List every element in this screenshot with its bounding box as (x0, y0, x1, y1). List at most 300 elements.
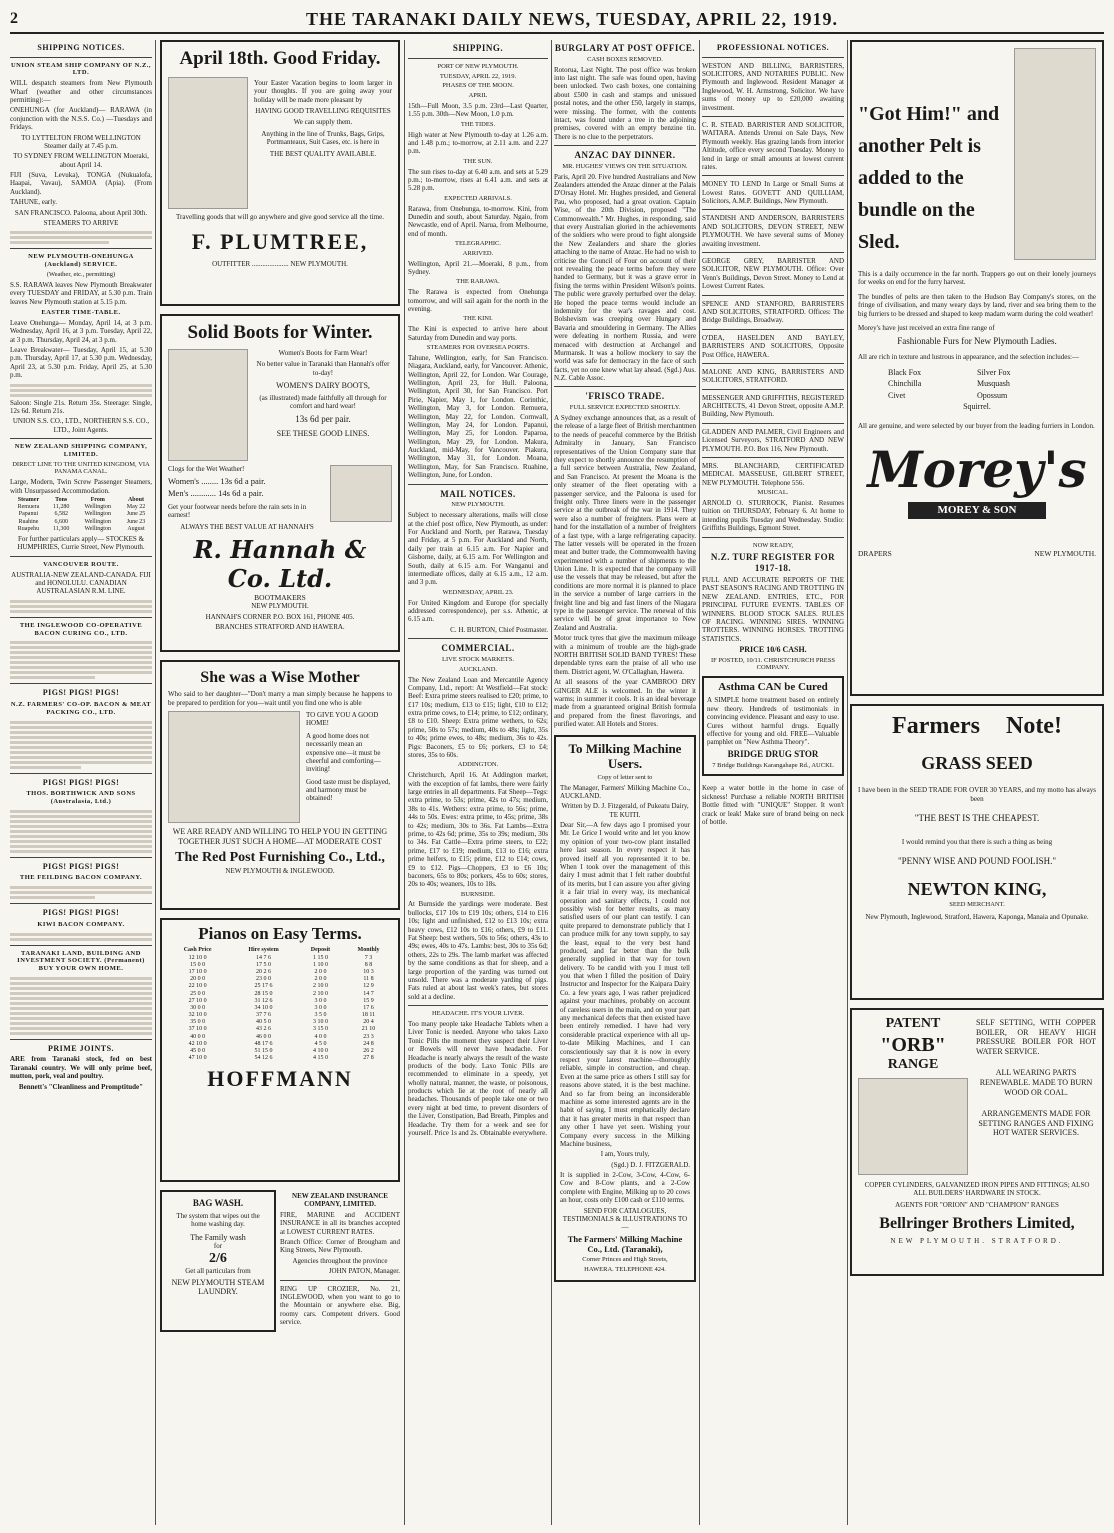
trapper-illustration (1014, 48, 1096, 260)
clog-illustration (330, 465, 392, 522)
notice-text: Keep a water bottle in the home in case of sickness! Purchase a reliable NORTH BRITISH Bottle fitted with "UNIQUE" Stopper. It won't crack or leak! Make sure of brand being on neck of bottle. (702, 784, 844, 826)
table-cell: 2 0 0 (314, 968, 327, 975)
news-text: At all seasons of the year CAMBROO DRY GINGER ALE is welcomed. In the winter it warms; in summer it cools. It is an ideal beverage made from a guaranteed original British formula and prepared from the finest flavorings, and purified water. All Hotels and Stores. (554, 678, 696, 729)
news-text: Rarawa, from Onehunga, to-morrow. Kini, from Dunedin and south, about Saturday. Ngaio, from Newcastle, end of April. Narua, from Melbourne, end of month. (408, 204, 548, 238)
news-text: High water at New Plymouth to-day at 1.26 a.m. and 1.48 p.m.; to-morrow, at 2.11 a.m. and 2.27 p.m. (408, 130, 548, 156)
notice-text: Bennett's "Cleanliness and Promptitude" (18, 1082, 144, 1091)
news-text: Tahune, Wellington, early, for San Francisco. Niagara, Auckland, early, for Vancouver. Athenic, Wellington, April 22, for London. War Courage, Wellington, April 23, for Hull. Paloona, Wellington, April 30, for San Francisco. Port Pirie, Napier, May 1, for London. Corinthic, Wellington, May 3, for London. Remuera, Wellington, May 22, for London. Cornwall, Wellington, May 24, for London. Papanui, Wellington, May 25, for London. Paparoa, Wellington, May 29, for London. Makura, Auckland, mid-May, for Vancouver. Piakura, Wellington, May 31, for London. Moana, Wellington, May, for San Francisco. Ruahine, Wellington, June, for London. (408, 353, 548, 480)
advert-text: Fashionable Furs for New Plymouth Ladies. (897, 336, 1057, 347)
advert-text: I am, Yours truly, (600, 1150, 650, 1159)
advert-text: The system that wipes out the home washing day. (176, 1211, 260, 1229)
advert-price: 2/6 (209, 1250, 227, 1266)
subheading: APRIL (468, 92, 488, 100)
steamer-table (10, 497, 152, 533)
subheading: AUCKLAND. (458, 665, 498, 673)
advert-text: Clogs for the Wet Weather! (168, 464, 245, 473)
table-cell: 22 10 0 (188, 983, 207, 990)
subheading: WEDNESDAY, APRIL 23. (442, 588, 514, 596)
news-text: Paris, April 20. Five hundred Australians and New Zealanders attended the Anzac dinner at the Palais D'Orsay Hotel. Mr. Hughes presided, and General Pau, who proposed, had a great ovation. Captain Wise, of the 20th Division, proposed "The Commonwealth." Mr. Hughes, in responding, said that every Australian gloried in the achievements of the soldiers who were proud to fight alongside the New Zealanders and share the glories attaching to the name of Anzac. He had no wish to criticise the Council of Four on account of their not revealing the peace terms before they were handed to Germany, but it was a grave error in fixing the terms within President Wilson's points. The public were gravely perturbed over the delay. He hoped the peace terms would include an indemnity for the war's ravages and cost. Bolshevism was creeping over Hungary and Bavaria and smouldering in Germany. The Allies were defeating in northern Russia, and were menaced with destruction at Archangel and Murmansk. It was a hollow mockery to say the world was safe for democracy in the face of such facts, yet no one knew what lay ahead. (Sgd.) Aus. N.Z. Cable Assoc. (554, 172, 696, 383)
table-row: Papanui 6,582 Wellington June 25 (18, 511, 146, 518)
advert-text: "THE BEST IS THE CHEAPEST. (914, 813, 1040, 824)
bottom-adverts (160, 1190, 400, 1340)
notice-text: UNION S.S. CO., LTD., NORTHERN S.S. CO., LTD., Joint Agents. (12, 417, 150, 434)
list-item: Black Fox (888, 367, 922, 377)
subheading: LIVE STOCK MARKETS. (442, 655, 514, 663)
advert-text: Anything in the line of Trunks, Bags, Grips, Portmanteaux, Suit Cases, etc. is here in (261, 129, 385, 147)
table-cell: 2 10 0 (312, 990, 328, 997)
subheading: FULL SERVICE EXPECTED SHORTLY. (569, 404, 681, 412)
subheading: TELEGRAPHIC. (454, 240, 502, 248)
subheading: THE SUN. (463, 157, 493, 165)
section-heading: BURGLARY AT POST OFFICE. (554, 43, 696, 53)
pigs-heading: PIGS! PIGS! PIGS! (42, 861, 120, 871)
notice-text: STEAMERS TO ARRIVE (43, 219, 119, 228)
news-text: The Kini is expected to arrive here about Saturday from Dunedin and way ports. (408, 325, 548, 342)
table-cell: 20 4 (363, 1019, 374, 1026)
morey-son-banner: MOREY & SON (908, 502, 1046, 519)
newspaper-title: THE TARANAKI DAILY NEWS, TUESDAY, APRIL 22, 1919. (306, 8, 838, 29)
table-cell: 45 0 0 (190, 1048, 206, 1055)
table-cell: 37 7 6 (256, 1012, 272, 1019)
table-cell: 28 15 0 (254, 990, 273, 997)
notice-text: ARNOLD O. STURROCK, Pianist. Resumes tuition on THURSDAY, February 6. At home to intending pupils Tuesday and Wednesday. Studio: Griffiths Buildings, Egmont Street. (702, 499, 844, 533)
table-row: Ruapehu 11,300 Wellington August (17, 525, 145, 532)
advert-text: Women's Boots for Farm Wear! (278, 348, 368, 357)
subheading: NEW PLYMOUTH. (451, 501, 505, 509)
table-row (166, 983, 394, 990)
list-item: Chinchilla (888, 379, 922, 389)
table-cell: 17 5 0 (256, 961, 272, 968)
list-item: Civet (888, 390, 906, 400)
table-header: Cash Price (183, 947, 212, 954)
milking-machine-advert (554, 735, 696, 1282)
news-text: Christchurch, April 16. At Addington market, with the exception of fat lambs, there were fairly large entries in all departments. Fat Sheep—Tegs: extra prime, to 53s; prime, 42s to 47s; medium, 38s to 41s. Wethers: extra prime, to 56s; prime, 44s to 50s. Ewes: extra prime, to 45s; prime, 38s to 42s; medium, 30s to 36s. Fat Lambs—Extra prime, to 42s 6d; prime, 35s to 39s; medium, 30s to 34s. Fat Cattle—Extra prime steers, to £22; prime, £17 to £19; medium, £13 to £16; extra prime heifers, to £15; prime, £12 to £14; cows, £9 to £12. Pigs—Choppers, £3 to £6 10s; baconers, 65s to 80s; porkers, 45s to 60s; stores, 20s to 40s; weaners, 10s to 18s. (408, 771, 548, 889)
table-cell: 20 0 0 (190, 976, 206, 983)
table-cell: 1 15 0 (312, 954, 328, 961)
subheading: STEAMERS FOR OVERSEA PORTS. (426, 343, 530, 351)
advert-text: Travelling goods that will go anywhere and give good service all the time. (176, 212, 384, 221)
table-row (166, 1041, 394, 1048)
advert-text: Get your footwear needs before the rain sets in in earnest! (168, 502, 307, 519)
company-name: The Farmers' Milking Machine Co., Ltd. (Taranaki), (567, 1233, 683, 1254)
advert-text: (as illustrated) made faithfully all through for comfort and hard wear! (259, 393, 387, 410)
table-row (166, 991, 394, 998)
advert-text: COPPER CYLINDERS, GALVANIZED IRON PIPES AND FITTINGS; ALSO ALL BUILDERS' HARDWARE IN STOCK. (864, 1180, 1090, 1197)
masthead (10, 6, 1104, 34)
advert-text: All are genuine, and were selected by our buyer from the leading furriers in London. (858, 421, 1095, 430)
notice-text: For further particulars apply— STOCKES & HUMPHRIES, Currie Street, New Plymouth. (17, 535, 145, 552)
table-cell: 10 3 (363, 968, 374, 975)
table-cell: 12 9 (363, 983, 374, 990)
section-heading: PROFESSIONAL NOTICES. (716, 43, 830, 52)
advert-text: Copy of letter sent to (597, 773, 653, 781)
section-heading: SHIPPING NOTICES. (37, 43, 125, 52)
news-text: At Burnside the yardings were moderate. Best bullocks, £17 10s to £19 10s; others, £14 to £16 10s; light and unfinished, £12 to £13 10s; extra heavy cows, £12 10s to £16; others, £9 to £11. Fat Sheep: best wethers, 50s to 56s; others, 43s to 49s; ewes, 40s to 47s. Lambs: best, 30s to 35s 6d; others, 22s to 29s. The lamb market was affected by the same conditions as that for sheep, and a large proportion of the yarding was turned out unsold. There was a moderate yarding of pigs. Fats ruled at about last week's rates, but stores sold at a decline. (408, 900, 548, 1001)
section-heading: COMMERCIAL. (441, 643, 515, 654)
advert-text: Who said to her daughter—"Don't marry a man simply because he happens to be prepared to perdition for you—wait until you find one who is able (168, 690, 392, 707)
section-heading: SHIPPING. (452, 43, 504, 53)
table-cell: 21 10 (361, 1026, 376, 1033)
notice-text: DIRECT LINE TO THE UNITED KINGDOM, VIA PANAMA CANAL. (12, 460, 150, 476)
advert-headline: To Milking Machine Users. (568, 740, 682, 772)
table-header: Deposit (310, 947, 331, 954)
newton-king-name: NEWTON KING, (907, 879, 1047, 900)
table-cell: 27 8 (363, 1055, 374, 1062)
table-row (166, 976, 394, 983)
advert-headline: Pianos on Easy Terms. (198, 924, 362, 943)
subheading: MUSICAL. (757, 489, 789, 497)
orb-logo: "ORB" (880, 1033, 946, 1056)
advert-text: (Sgd.) D. J. FITZGERALD. (611, 1160, 690, 1169)
advert-headline: BAG WASH. (192, 1198, 244, 1208)
notice-text: TAHUNE, early. (10, 198, 57, 207)
subheading: THE TIDES. (460, 120, 496, 128)
boot-illustration (168, 349, 248, 461)
subheading: HEADACHE. IT'S YOUR LIVER. (431, 1010, 525, 1018)
advert-text: NEW PLYMOUTH & INGLEWOOD. (225, 866, 335, 875)
advert-text: Written by D. J. Fitzgerald, of Pukeatu Dairy, TE KUITI. (561, 802, 689, 819)
advert-text: It is supplied in 2-Cow, 3-Cow, 4-Cow, 6-Cow and 8-Cow plants, and a 2-Cow complete with Engine, Milking up to 20 cows an hour, costs only £100 cash or £110 terms. (560, 1171, 690, 1205)
column-divider (699, 40, 700, 1525)
notice-text: GLADDEN AND PALMER, Civil Engineers and Licensed Surveyors, STRATFORD AND NEW PLYMOUTH. P.O. Box 116, New Plymouth. (702, 427, 844, 453)
table-cell: 51 15 0 (254, 1048, 273, 1055)
turf-register-title: N.Z. TURF REGISTER FOR 1917-18. (710, 552, 836, 574)
advert-text: THE BEST QUALITY AVAILABLE. (269, 149, 377, 158)
advert-text: RING UP CROZIER, No. 21, INGLEWOOD, when you want to go to the Mountain or anywhere else. Big, roomy cars. Competent drivers. Good service. (280, 1284, 400, 1327)
advert-text: JOHN PATON, Manager. (328, 1267, 400, 1276)
advert-text: WOMEN'S DAIRY BOOTS, (276, 380, 370, 390)
notice-text: (Weather, etc., permitting) (46, 271, 116, 279)
advert-price: Women's ........ 13s 6d a pair. (168, 476, 266, 487)
table-cell: 43 2 6 (256, 1026, 272, 1033)
advert-text: DRAPERS (858, 549, 892, 559)
company-heading: THE FEILDING BACON COMPANY. (19, 874, 143, 882)
laundry-advert (160, 1190, 276, 1332)
table-header: About (127, 497, 144, 504)
company-heading: N.Z. FARMERS' CO-OP. BACON & MEAT PACKING CO., LTD. (10, 700, 152, 716)
table-cell: 14 7 6 (256, 954, 272, 961)
piano-price-table (166, 947, 394, 1062)
news-column (554, 40, 696, 1525)
subheading: ARRIVED. (462, 249, 494, 257)
notice-text: TO LYTTELTON FROM WELLINGTON Steamer daily at 7.45 p.m. (21, 133, 141, 150)
advert-text: OUTFITTER ..................... NEW PLYMOUTH. (212, 259, 348, 268)
advert-text: The Manager, Farmers' Milking Machine Co., AUCKLAND. (560, 783, 690, 800)
notice-text: WILL despatch steamers from New Plymouth Wharf (weather and other circumstances permitting):— (10, 79, 152, 104)
hannah-boots-advert (160, 314, 400, 652)
table-cell: 3 10 0 (312, 1019, 328, 1026)
table-row (166, 1005, 394, 1012)
advert-text: HAWERA. TELEPHONE 424. (584, 1265, 666, 1273)
morey-logo: Morey's (867, 440, 1087, 500)
advert-text: WE ARE READY AND WILLING TO HELP YOU IN GETTING TOGETHER JUST SUCH A HOME—AT MODERATE COST (172, 826, 388, 846)
table-cell: 37 10 0 (188, 1026, 207, 1033)
company-heading: THE INGLEWOOD CO-OPERATIVE BACON CURING CO., LTD. (19, 621, 143, 637)
advert-text: A good home does not necessarily mean an expensive one—it must be cheerful and comforting—inviting! (306, 731, 381, 774)
advert-text: for (213, 1242, 223, 1251)
subheading: PHASES OF THE MOON. (442, 82, 514, 90)
advert-text: I have been in the SEED TRADE FOR OVER 30 YEARS, and my motto has always been (858, 786, 1096, 803)
table-row (166, 1048, 394, 1055)
notice-text: MRS. BLANCHARD, CERTIFICATED MEDICAL MASSEUSE, GILBERT STREET, NEW PLYMOUTH. Telephone 556. (702, 462, 844, 487)
news-text: 15th—Full Moon, 3.5 p.m. 23rd—Last Quarter, 1.55 p.m. 30th—New Moon, 1.0 p.m. (408, 101, 548, 119)
professional-notices-column (702, 40, 844, 1525)
list-item: Musquash (977, 379, 1010, 389)
list-item: Opossum (977, 390, 1008, 400)
morey-furs-advert (850, 40, 1104, 696)
table-row: Remuera 11,280 Wellington May 22 (17, 504, 146, 511)
table-cell: 12 10 0 (188, 954, 207, 961)
advert-text: BRANCHES STRATFORD AND HAWERA. (215, 623, 345, 632)
table-header: Monthly (357, 947, 380, 954)
table-cell: 54 12 6 (254, 1055, 273, 1062)
table-cell: 4 15 0 (312, 1055, 328, 1062)
advert-text: Branch Office: Corner of Brougham and King Streets, New Plymouth. (280, 1237, 400, 1255)
subheading: CASH BOXES REMOVED. (587, 55, 663, 63)
company-heading: UNION STEAM SHIP COMPANY OF N.Z., LTD. (10, 61, 152, 77)
advert-headline: Solid Boots for Winter. (187, 322, 373, 343)
notice-text: Large, Modern, Twin Screw Passenger Steamers, with Unsurpassed Accommodation. (10, 478, 152, 495)
news-text: The New Zealand Loan and Mercantile Agency Company, Ltd., report: At Westfield—Fat stock: Beef: Extra prime steers realised to £20; prime, to £17 10s; medium, £13 to £15; light, £10 to £12; extra prime cows, to £14; prime, to £12; ordinary, £8 to £10. Sheep: Extra prime wethers, to 62s; prime, 50s to 57s; medium, 40s to 48s; light, 35s to 40s; prime ewes, to 48s; medium, 36s to 42s. Pigs: Baconers, £5 to £6; porkers, £3 to £4; stores, 35s to 60s. (408, 675, 548, 760)
bellringer-name: Bellringer Brothers Limited, (879, 1214, 1075, 1232)
table-cell: 46 0 0 (256, 1033, 272, 1040)
table-cell: 48 17 6 (254, 1040, 273, 1047)
hoffmann-piano-advert (160, 918, 400, 1182)
route-heading: VANCOUVER ROUTE. (43, 560, 119, 568)
subheading: THE KINI. (463, 315, 493, 323)
news-text: For United Kingdom and Europe (for specially addressed correspondence), per s.s. Athenic, at 6.15 a.m. (408, 598, 548, 624)
insurance-heading: NEW ZEALAND INSURANCE COMPANY, LIMITED. (292, 1192, 388, 1209)
advert-subheadline: GRASS SEED (921, 752, 1033, 773)
subheading: NOW READY, (752, 541, 794, 549)
table-cell: 18 11 (361, 1012, 376, 1019)
shipping-notices-column (10, 40, 152, 1525)
table-cell: 31 12 6 (254, 997, 273, 1004)
table-row (166, 1055, 394, 1062)
advert-text: TO GIVE YOU A GOOD HOME! (306, 710, 379, 728)
advert-text: Your Easter Vacation begins to loom larger in your thoughts. If you are going away your holiday will be made more pleasant by (254, 78, 392, 104)
table-cell: 20 2 6 (256, 968, 272, 975)
table-cell: 7 3 (364, 954, 373, 961)
advert-text: NEW PLYMOUTH. STRATFORD. (890, 1236, 1064, 1245)
red-post-advert (160, 660, 400, 910)
advert-column-2 (160, 40, 400, 1525)
news-text: A Sydney exchange announces that, as a result of the release of a large fleet of British merchantmen to the needs of peaceful commerce by the British Admiralty in January, San Francisco representatives of the Union Company state that they expect to shortly announce the resumption of a full service between Australia, New Zealand, and San Francisco. At present the Moana is the only steamer of the fleet operating with a passenger service, and the Paloona is used for freight only. Three liners were in the passenger service at the outbreak of the war in 1914. They were also a number of freighters. Plans were at hand for the installation of a number of freighters of a fast type, with a large refrigerating capacity. The latter vessels will be operated in the frozen meat and butter trade, the Commonwealth having experimented with a number of shipments to the Union Line. It is expected that the company will use the vessels that may be released, but after the conditions are more normal it is planned to place in the service a number of large carriers in the freight line and big and fast liners of the Niagara type in the passenger service. The renewal of this service will be of great importance to New Zealand and Australia. (554, 414, 696, 632)
advert-text: SEE THESE GOOD LINES. (276, 429, 370, 439)
table-header: Hire system (248, 947, 279, 954)
table-cell: 40 0 0 (190, 1033, 206, 1040)
advert-headline: Farmers Note! (892, 713, 1062, 739)
subheading: THE RARAWA. (456, 278, 500, 286)
table-row: Ruahine 6,600 Wellington June 23 (18, 518, 146, 525)
advert-text: RANGE (887, 1056, 939, 1072)
notice-text: FULL AND ACCURATE REPORTS OF THE PAST SEASON'S RACING AND TROTTING IN NEW ZEALAND. ENTRIES, ETC., FOR PRINCIPAL FUTURE EVENTS. TABLES OF WINNERS. BLOOD STOCK SALES. RULES OF RACING. WINNING SIRES. WINNING TROTTERS. WINNING HORSES. TROTTING STATISTICS. (702, 575, 844, 643)
table-cell: 17 6 (363, 1004, 374, 1011)
table-row (166, 998, 394, 1005)
asthma-advert (702, 676, 844, 776)
table-row (166, 969, 394, 976)
notice-text: STANDISH AND ANDERSON, BARRISTERS AND SOLICITORS, DEVON STREET, NEW PLYMOUTH. We have several sums of Money awaiting investment. (702, 214, 844, 248)
table-cell: 14 7 (363, 990, 374, 997)
notice-text: Leave Onehunga— Monday, April 14, at 3 p.m. Wednesday, April 16, at 3 p.m. Tuesday, April 22, at 3 p.m. Thursday, April 24, at 3 p.m. (10, 318, 152, 344)
notice-text: Leave Breakwater— Tuesday, April 15, at 5.30 p.m. Thursday, April 17, at 5.30 p.m. Wednesday, April 23, at 5.30 p.m. Friday, April 25, at 5.30 p.m. (10, 345, 152, 380)
advert-price: 13s 6d per pair. (295, 414, 351, 425)
list-item: Squirrel. (963, 402, 991, 412)
table-cell: 8 8 (364, 961, 373, 968)
advert-text: NEW PLYMOUTH. (251, 602, 309, 611)
section-heading: ANZAC DAY DINNER. (574, 150, 676, 161)
notice-text: Saloon: Single 21s. Return 35s. Steerage: Single, 12s 6d. Return 21s. (10, 398, 152, 415)
advert-column-6 (850, 40, 1104, 1525)
table-cell: 23 3 (363, 1033, 374, 1040)
advert-text: We can supply them. (293, 118, 353, 127)
table-cell: 25 0 0 (190, 990, 206, 997)
table-cell: 17 10 0 (188, 968, 207, 975)
advert-text: New Plymouth, Inglewood, Stratford, Hawera, Kaponga, Manaia and Opunake. (865, 912, 1089, 921)
traveller-illustration (168, 77, 248, 209)
table-cell: 26 2 (363, 1048, 374, 1055)
table-row (166, 962, 394, 969)
table-header: Tons (55, 497, 68, 504)
table-cell: 4 10 0 (312, 1048, 328, 1055)
news-text: Rotorua, Last Night. The post office was broken into last night. The safe was found open, having been unlocked. Two cash boxes, one containing about £500 in cash and stamps and unissued postal notes, and the other £50, largely in stamps, were missing. The former, with the contents intact, was found under a tree in the adjoining premises, covered with an empty benzine tin. There is no clue to the perpetrators. (554, 65, 696, 141)
advert-text: NEW PLYMOUTH. (1034, 549, 1096, 559)
prime-joints-heading: PRIME JOINTS. (47, 1043, 115, 1053)
table-cell: 42 10 0 (188, 1040, 207, 1047)
column-divider (551, 40, 552, 1525)
advert-text: 7 Bridge Buildings Karangahape Rd., AUCKL (712, 761, 834, 769)
advert-text: SEND FOR CATALOGUES, TESTIMONIALS & ILLUSTRATIONS TO— (562, 1206, 688, 1232)
table-cell: 3 0 0 (314, 1004, 327, 1011)
notice-text: MALONE AND KING, BARRISTERS AND SOLICITORS, STRATFORD. (702, 367, 844, 385)
pigs-heading: PIGS! PIGS! PIGS! (42, 688, 120, 698)
table-cell: 2 0 0 (314, 976, 327, 983)
news-text: Subject to necessary alterations, mails will close at the chief post office, New Plymouth, as under: For Auckland and North, per Rarawa, Tuesday and Friday, at 5 p.m. For Auckland and North, daily per train at 6.15 a.m. For Napier and Gisborne, daily, at 6.15 a.m. For Wellington and South, daily at 6.15 a.m. For Wanganui and intermediate offices, daily at 6.15 a.m., 12 a.m. and 3 p.m. (408, 511, 548, 587)
table-cell: 24 8 (363, 1040, 374, 1047)
subheading: TUESDAY, APRIL 22, 1919. (439, 72, 517, 80)
red-post-name: The Red Post Furnishing Co., Ltd., (175, 850, 385, 866)
advert-text: BOOTMAKERS (254, 593, 306, 603)
advert-text: Good taste must be displayed, and harmony must be obtained! (306, 777, 391, 803)
advert-text: FIRE, MARINE and ACCIDENT INSURANCE in all its branches accepted at LOWEST CURRENT RATES. (280, 1210, 400, 1236)
table-cell: 3 15 0 (312, 1026, 328, 1033)
advert-text: NEW PLYMOUTH STEAM LAUNDRY. (171, 1277, 265, 1297)
notice-text: SAN FRANCISCO. Paloona, about April 30th. (14, 208, 148, 217)
advert-text: Morey's have just received an extra fine range of (858, 323, 995, 332)
table-cell: 35 0 0 (190, 1019, 206, 1026)
table-cell: 34 10 0 (254, 1004, 273, 1011)
section-heading: MAIL NOTICES. (440, 488, 516, 499)
notice-text: S.S. RARAWA leaves New Plymouth Breakwater every TUESDAY and FRIDAY, at 5.30 p.m. Train leaves New Plymouth station at 5.15 p.m. (10, 280, 152, 306)
advert-text: No better value in Taranaki than Hannah's offer to-day! (256, 360, 390, 377)
news-text: Too many people take Headache Tablets when a Liver Tonic is needed. Anyone who takes Laxo Tonic Pills the moment they suspect their Liver or Bowels will never have headache. For Headache is nearly always the result of the waste products of the body. Laxo Tonic Pills are recommended to eliminate in a speedy, yet wholly natural, manner, the waste, or poisonous, products which lie at the root of nearly all headaches. Thousands of people take one or two every night at bed time, to prevent disorders of the Liver, Constipation, Bad Breath, Pimples and Headache. Try them for a week and see for yourself. Price 1s and 2s. Obtainable everywhere. (408, 1019, 548, 1138)
newton-king-advert (850, 704, 1104, 1000)
news-text: Wellington, April 21.—Moeraki, 8 p.m., from Sydney. (408, 259, 548, 277)
hannah-logo: R. Hannah & Co. Ltd. (193, 534, 367, 593)
company-heading: NEW ZEALAND SHIPPING COMPANY, LIMITED. (14, 443, 148, 458)
subheading: MR. HUGHES' VIEWS ON THE SITUATION. (562, 162, 688, 170)
plumtree-name: F. PLUMTREE, (191, 229, 369, 255)
notice-text: IF POSTED, 10/11. CHRISTCHURCH PRESS COMPANY. (710, 656, 835, 672)
advert-text: Agencies throughout the province (292, 1256, 388, 1265)
table-row (166, 1019, 394, 1026)
service-heading: NEW PLYMOUTH-ONEHUNGA (Auckland) SERVICE. (28, 253, 134, 269)
subheading: PORT OF NEW PLYMOUTH. (437, 62, 519, 70)
orb-range-advert (850, 1008, 1104, 1276)
range-illustration (858, 1078, 968, 1175)
advert-text: Get all particulars from (185, 1267, 251, 1276)
timetable-heading: EASTER TIME-TABLE. (41, 309, 121, 316)
advert-headline: April 18th. Good Friday. (179, 48, 381, 69)
advert-text: BRIDGE DRUG STOR (727, 748, 819, 759)
advert-text: ARRANGEMENTS MADE FOR SETTING RANGES AND FIXING HOT WATER SERVICES. (978, 1109, 1094, 1138)
company-heading: TARANAKI LAND, BUILDING AND INVESTMENT SOCIETY. (Permanent) BUY YOUR OWN HOME. (17, 949, 145, 973)
company-heading: THOS. BORTHWICK AND SONS (Australasia, Ltd.) (26, 790, 136, 805)
advert-text: This is a daily occurrence in the far north. Trappers go out on their lonely journeys for weeks on end for the furry harvest. (858, 270, 1096, 287)
table-cell: 15 0 0 (190, 961, 206, 968)
column-divider (404, 40, 405, 1525)
section-heading: 'FRISCO TRADE. (585, 391, 665, 402)
advert-text: HANNAH'S CORNER P.O. BOX 161, PHONE 405. (205, 612, 355, 621)
pigs-heading: PIGS! PIGS! PIGS! (42, 777, 120, 787)
notice-text: MONEY TO LEND In Large or Small Sums at Lowest Rates. GOVETT AND QUILLIAM, Solicitors, A.M.P. Buildings, New Plymouth. (702, 180, 844, 206)
table-cell: 1 10 0 (312, 961, 328, 968)
table-cell: 3 0 0 (314, 997, 327, 1004)
news-text: C. H. BURTON, Chief Postmaster. (450, 625, 548, 634)
table-cell: 3 5 0 (314, 1012, 327, 1019)
list-item: Silver Fox (977, 367, 1011, 377)
advert-text: I would remind you that there is such a thing as being (901, 837, 1053, 846)
table-header: Steamer (17, 497, 40, 504)
column-divider (847, 40, 848, 1525)
fur-list (858, 364, 1096, 416)
advert-headline: She was a Wise Mother (200, 669, 360, 686)
advert-text: SELF SETTING, WITH COPPER BOILER, OR HEAVY HIGH PRESSURE BOILER FOR HOT WATER SERVICE. (976, 1018, 1096, 1056)
pigs-heading: PIGS! PIGS! PIGS! (42, 908, 120, 918)
advert-text: PATENT (885, 1016, 941, 1031)
notice-text: ONEHUNGA (for Auckland)— RARAWA (in conjunction with the N.S.S. Co.) —Tuesdays and Fridays. (10, 106, 152, 132)
table-header: From (90, 497, 105, 504)
table-cell: 40 5 0 (256, 1019, 272, 1026)
notice-text: TO SYDNEY FROM WELLINGTON Moeraki, about April 14. (13, 152, 149, 169)
notice-text: C. R. STEAD. BARRISTER AND SOLICITOR, WAITARA. Attends Urenui on Sale Days, New Plymouth weekly. Has grazing lands from interior Altitude, office every second Tuesday. Money to lend in large or small amounts at lowest current rates. (702, 120, 844, 171)
news-text: Motor truck tyres that give the maximum mileage with a minimum of trouble are the high-grade NORTH BRITISH SOLID BAND TYRES! These dependable tyres earn the praise of all who use them. District agent, W. O'Callaghan, Hawera. (554, 634, 696, 676)
subheading: EXPECTED ARRIVALS. (444, 194, 512, 202)
notice-text: ARE from Taranaki stock, fed on best Taranaki country. We will only prime beef, mutton, pork, veal and poultry. (10, 1055, 152, 1081)
advert-headline: "Got Him!" and another Pelt is added to the bundle on the Sled. (858, 103, 1000, 253)
furniture-illustration (168, 711, 300, 823)
column-divider (155, 40, 156, 1525)
notice-text: O'DEA, HASELDEN AND BAYLEY, BARRISTERS AND SOLICITORS, Opposite Post Office, HAWERA. (702, 333, 844, 359)
news-text: The Rarawa is expected from Onehunga tomorrow, and will sail again for the north in the evening. (408, 288, 548, 314)
advert-text: A SIMPLE home treatment based on entirely new theory. Hundreds of testimonials in convincing evidence. Pleasant and easy to use. Cures without harmful drugs. Equally effective for young and old. FREE—Valuable pamphlet on "New Asthma Theory". (707, 696, 839, 747)
hoffmann-logo: HOFFMANN (207, 1066, 353, 1092)
advert-text: "PENNY WISE AND POUND FOOLISH." (897, 856, 1057, 867)
table-cell: 15 9 (363, 997, 374, 1004)
advert-text: The Family wash (190, 1232, 246, 1242)
table-cell: 32 10 0 (188, 1012, 207, 1019)
advert-text: The bundles of pelts are then taken to the Hudson Bay Company's stores, on the fringe of civilisation, and many weary days by land, river and sea bring them to the big furriers to be dressed and shaped to keep madam warm during the cold weather! (858, 292, 1096, 318)
shipping-news-column (408, 40, 548, 1525)
table-row (166, 955, 394, 962)
table-row (166, 1034, 394, 1041)
table-row (166, 1012, 394, 1019)
advert-text: ALWAYS THE BEST VALUE AT HANNAH'S (180, 523, 314, 532)
price-text: PRICE 10/6 CASH. (739, 645, 807, 655)
subheading: BURNSIDE. (460, 890, 496, 898)
table-cell: 11 8 (363, 976, 374, 983)
table-cell: 27 10 0 (188, 997, 207, 1004)
